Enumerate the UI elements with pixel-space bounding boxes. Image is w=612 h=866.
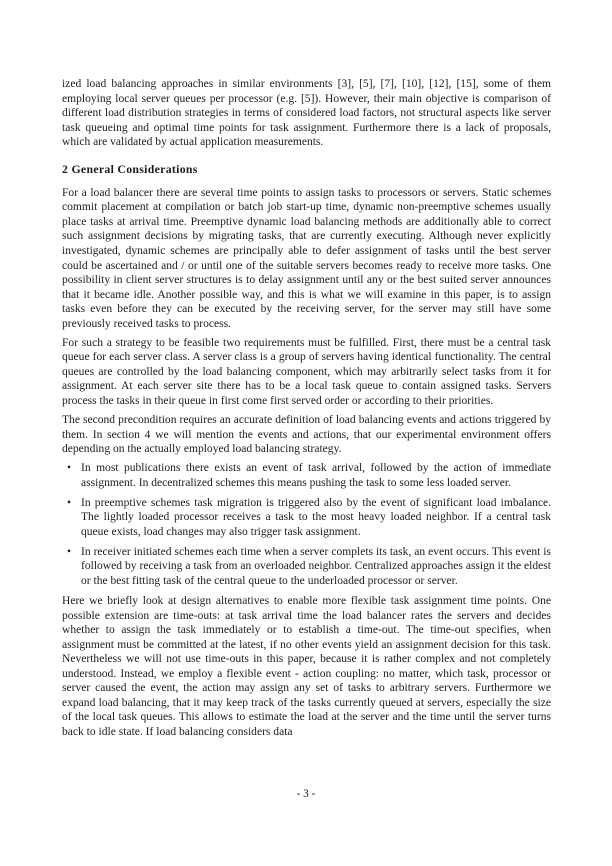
list-item-text: In receiver initiated schemes each time when a server complets its task, an event occurs. This event is followed by receiving a task from an overloaded neighbor. Centralized approaches assign it the eldest or the best fitting task of the central queue to the underloaded processor or server. [81,545,551,587]
list-item [62,496,551,540]
section-heading: 2 General Considerations [62,161,198,176]
bullet-icon: • [67,462,72,475]
paragraph: Here we briefly look at design alternatives to enable more flexible task assignment time points. One possible extension are time-outs: at task arrival time the load balancer rates the servers and decides whether to assign the task immediately or to establish a time-out. The time-out specifies, when assignment must be committed at the latest, if no other events yield an assignment decision for this task. Nevertheless we will not use time-outs in this paper, because it is rather complex and not completely understood. Instead, we employ a flexible event - action coupling: no matter, which task, processor or server caused the event, the action may assign any set of tasks to arbitrary servers. Furthermore we expand load balancing, that it may keep track of the tasks currently queued at servers, especially the size of the local task queues. This allows to estimate the load at the server and the time until the server turns back to idle state. If load balancing considers data [62,595,551,738]
bullet-icon: • [67,545,72,558]
paragraph-continuation: ized load balancing approaches in similar environments [3], [5], [7], [10], [12], [15], some of them employing local server queues per processor (e.g. [5]). However, their main objective is comparison of different load distribution strategies in terms of considered load factors, not structural aspects like server task queueing and optimal time points for task assignment. Furthermore there is a lack of proposals, which are validated by actual application measurements. [62,78,551,149]
bullet-icon: • [67,496,72,509]
paragraph: For such a strategy to be feasible two requirements must be fulfilled. First, there must be a central task queue for each server class. A server class is a group of servers having identical functionality. The central queues are controlled by the load balancing component, which may arbitrarily select tasks from it for assignment. At each server site there has to be a local task queue to contain assigned tasks. Servers process the tasks in their queue in first come first served order or according to their priorities. [62,336,551,407]
list-item-text: In preemptive schemes task migration is triggered also by the event of significant load imbalance. The lightly loaded processor receives a task to the most heavy loaded neighbor. If a central task queue exists, load changes may also trigger task assignment. [81,496,551,538]
paragraph: The second precondition requires an accurate definition of load balancing events and actions triggered by them. In section 4 we will mention the events and actions, that our experimental environment offers depending on the actually employed load balancing strategy. [62,413,551,456]
page-content [62,77,551,744]
list-item [62,545,551,589]
paragraph: For a load balancer there are several time points to assign tasks to processors or servers. Static schemes commit placement at compilation or batch job start-up time, dynamic non-preemptive schemes usually place tasks at arrival time. Preemptive dynamic load balancing methods are additionally able to correct such assignment decisions by migrating tasks, that are currently executing. Although never explicitly investigated, dynamic schemes are principally able to defer assignment of tasks until the best server could be ascertained and / or until one of the suitable servers becomes ready to receive more tasks. One possibility in client server structures is to delay assignment until any or the best suited server announces that it became idle. Another possible way, and this is what we will examine in this paper, is to assign tasks even before they can be executed by the receiving server, for the server may still have some previously received tasks to process. [62,186,551,330]
page-number: - 3 - [296,788,316,800]
bullet-list [62,461,551,588]
list-item-text: In most publications there exists an event of task arrival, followed by the action of immediate assignment. In decentralized schemes this means pushing the task to some less loaded server. [81,462,551,489]
list-item [62,461,551,490]
